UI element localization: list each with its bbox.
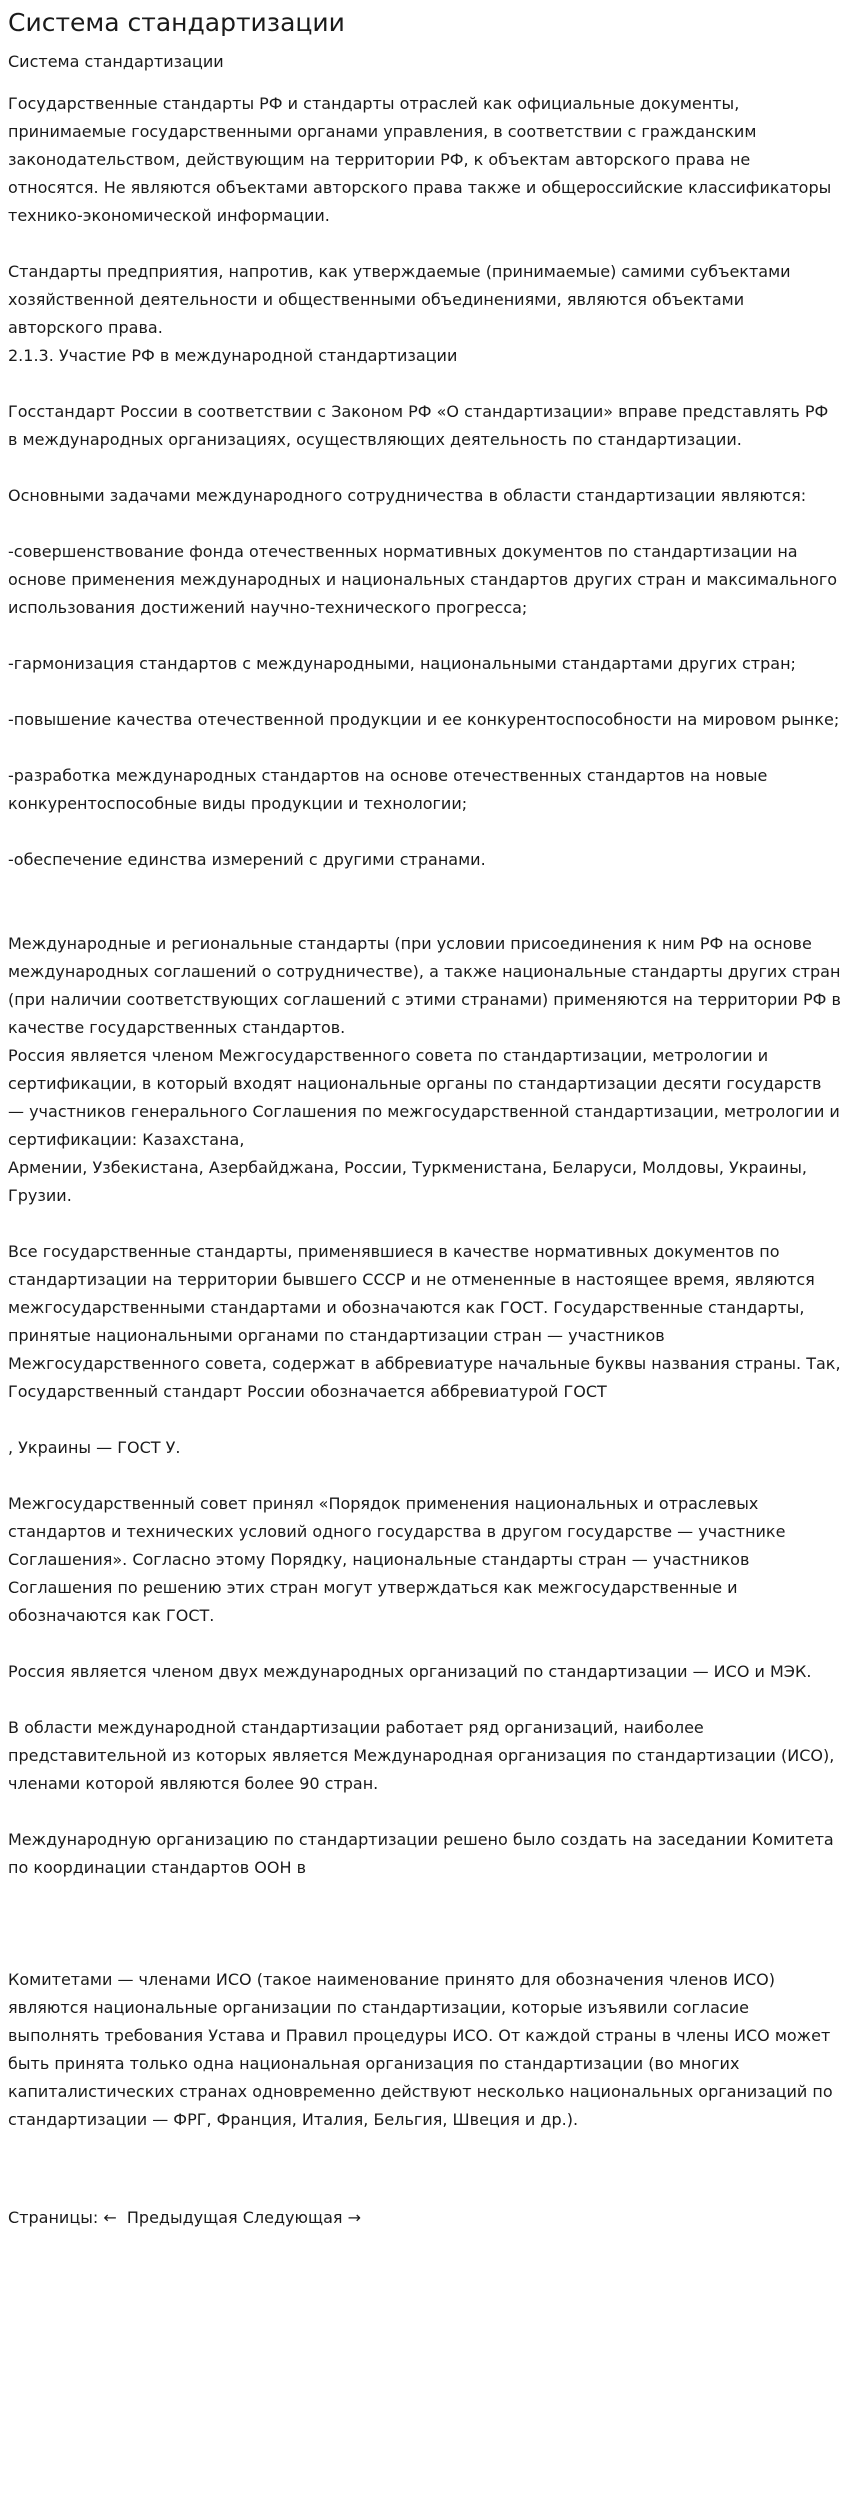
paragraph-tasks-intro: Основными задачами международного сотрудничества в области стандартизации являются: <box>8 486 807 505</box>
paragraph-enterprise-standards: Стандарты предприятия, напротив, как утверждаемые (принимаемые) самими субъектами хозяйственной деятельности и общественными объединениями, являются объектами авторского права. <box>8 262 791 337</box>
paragraph-countries: Армении, Узбекистана, Азербайджана, России, Туркменистана, Беларуси, Молдовы, Украины, Грузии. <box>8 1158 807 1205</box>
paragraph-gost: Все государственные стандарты, применявшиеся в качестве нормативных документов по стандартизации на территории бывшего СССР и не отмененные в настоящее время, являются межгосударственными стандартами и обозначаются как ГОСТ. Государственные стандарты, принятые национальными органами по стандартизации стран — участников Межгосударственного совета, содержат в аббревиатуре начальные буквы названия страны. Так, Государственный стандарт России обозначается аббревиатурой ГОСТ <box>8 1242 841 1401</box>
task-item: -гармонизация стандартов с международными, национальными стандартами других стран; <box>8 654 796 673</box>
paragraph-international-standards: Международные и региональные стандарты (при условии присоединения к ним РФ на основе международных соглашений о сотрудничестве), а также национальные стандарты других стран (при наличии соответствующих соглашений с этими странами) применяются на территории РФ в качестве государственных стандартов. <box>8 934 841 1037</box>
paragraph-gosstandart: Госстандарт России в соответствии с Законом РФ «О стандартизации» вправе представлять РФ в международных организациях, осуществляющих деятельность по стандартизации. <box>8 402 829 449</box>
task-item: -совершенствование фонда отечественных нормативных документов по стандартизации на основе применения международных и национальных стандартов других стран и максимального использования достижений научно-технического прогресса; <box>8 542 838 617</box>
paragraph-iso-iec: Россия является членом двух международных организаций по стандартизации — ИСО и МЭК. <box>8 1662 812 1681</box>
paragraph-procedure: Межгосударственный совет принял «Порядок применения национальных и отраслевых стандартов и технических условий одного государства в другом государстве — участнике Соглашения». Согласно этому Порядку, национальные стандарты стран — участников Соглашения по решению этих стран могут утверждаться как межгосударственные и обозначаются как ГОСТ. <box>8 1494 786 1625</box>
paragraph-copyright-standards: Государственные стандарты РФ и стандарты отраслей как официальные документы, принимаемые государственными органами управления, в соответствии с гражданским законодательством, действующим на территории РФ, к объектам авторского права не относятся. Не являются объектами авторского права также и общероссийские классификаторы технико-экономической информации. <box>8 94 832 225</box>
task-item: -повышение качества отечественной продукции и ее конкурентоспособности на мировом рынке; <box>8 710 840 729</box>
subtitle: Система стандартизации <box>8 52 224 71</box>
prev-page-link[interactable]: Предыдущая <box>126 2208 238 2227</box>
paragraph-iso-members: В области международной стандартизации работает ряд организаций, наиболее представительной из которых является Международная организация по стандартизации (ИСО), членами которой являются более 90 стран. <box>8 1718 835 1793</box>
task-item: -разработка международных стандартов на основе отечественных стандартов на новые конкурентоспособные виды продукции и технологии; <box>8 766 768 813</box>
next-arrow-icon: → <box>347 2208 361 2227</box>
paragraph-gost-ukraine: , Украины — ГОСТ У. <box>8 1438 181 1457</box>
paragraph-interstate-council: Россия является членом Межгосударственного совета по стандартизации, метрологии и сертификации, в который входят национальные органы по стандартизации десяти государств — участников генерального Соглашения по межгосударственной стандартизации, метрологии и сертификации: Казахстана, <box>8 1046 840 1149</box>
paragraph-iso-committees: Комитетами — членами ИСО (такое наименование принято для обозначения членов ИСО) являются национальные организации по стандартизации, которые изъявили согласие выполнять требования Устава и Правил процедуры ИСО. От каждой страны в члены ИСО может быть принята только одна национальная организация по стандартизации (во многих капиталистических странах одновременно действуют несколько национальных организаций по стандартизации — ФРГ, Франция, Италия, Бельгия, Швеция и др.). <box>8 1970 833 2129</box>
task-item: -обеспечение единства измерений с другими странами. <box>8 850 486 869</box>
pagination <box>8 2204 841 2232</box>
next-page-link[interactable]: Следующая <box>242 2208 343 2227</box>
section-heading: 2.1.3. Участие РФ в международной стандартизации <box>8 346 458 365</box>
page-title: Система стандартизации <box>8 8 345 37</box>
pagination-label: Страницы: ← <box>8 2208 117 2227</box>
page-content <box>0 6 847 2232</box>
paragraph-iso-creation: Международную организацию по стандартизации решено было создать на заседании Комитета по координации стандартов ООН в <box>8 1830 834 1877</box>
